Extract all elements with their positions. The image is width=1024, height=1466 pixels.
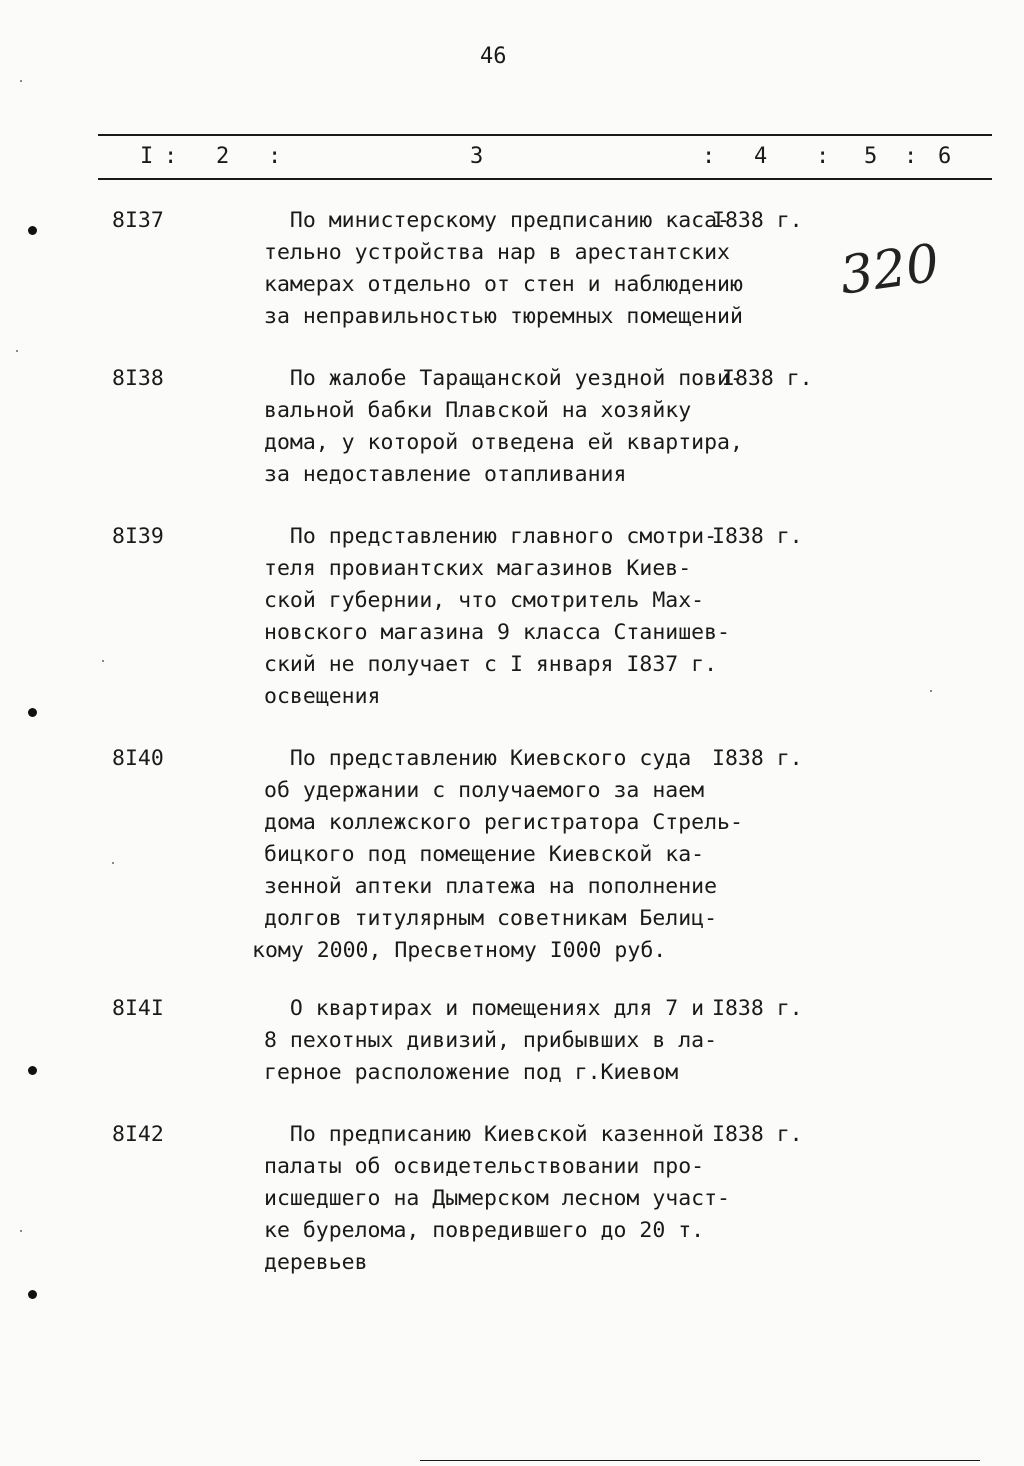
column-3-label: 3: [470, 144, 484, 169]
scan-speck: [112, 862, 114, 864]
page-number: 46: [480, 44, 507, 69]
entry-number: 8I40: [112, 746, 164, 771]
binder-hole: [28, 708, 37, 717]
scan-speck: [20, 1230, 22, 1232]
column-separator: :: [268, 144, 282, 169]
entry-line: вальной бабки Плавской на хозяйку: [264, 398, 692, 423]
entry-date: I838 г.: [712, 524, 803, 549]
entry-line: исшедшего на Дымерском лесном участ-: [264, 1186, 730, 1211]
scan-speck: [16, 350, 18, 352]
entry-line: бицкого под помещение Киевской ка-: [264, 842, 705, 867]
scan-speck: [102, 660, 104, 662]
entry-line: дома, у которой отведена ей квартира,: [264, 430, 743, 455]
scan-speck: [930, 690, 932, 692]
column-5-label: 5: [864, 144, 878, 169]
entry-line: По жалобе Таращанской уездной пови-: [264, 366, 743, 391]
entry-line: зенной аптеки платежа на пополнение: [264, 874, 718, 899]
entry-line: ке бурелома, повредившего до 20 т.: [264, 1218, 705, 1243]
entry-number: 8I4I: [112, 996, 164, 1021]
entry-date: I838 г.: [722, 366, 813, 391]
entry-line: об удержании с получаемого за наем: [264, 778, 705, 803]
header-rule-top: [98, 134, 992, 136]
binder-hole: [28, 1290, 37, 1299]
entry-number: 8I39: [112, 524, 164, 549]
entry-line: По министерскому предписанию каса-: [264, 208, 730, 233]
scan-speck: [20, 80, 22, 82]
column-separator: :: [904, 144, 918, 169]
entry-line: О квартирах и помещениях для 7 и: [264, 996, 705, 1021]
entry-line: кому 2000, Пресветному I000 руб.: [252, 938, 667, 963]
entry-number: 8I37: [112, 208, 164, 233]
column-separator: :: [164, 144, 178, 169]
entry-line: освещения: [264, 684, 381, 709]
archive-sheet-mark: 320: [836, 233, 943, 307]
entry-line: за неправильностью тюремных помещений: [264, 304, 743, 329]
entry-line: По представлению главного смотри-: [264, 524, 718, 549]
column-6-label: 6: [938, 144, 952, 169]
column-2-label: 2: [216, 144, 230, 169]
entry-line: По предписанию Киевской казенной: [264, 1122, 705, 1147]
entry-date: I838 г.: [712, 1122, 803, 1147]
column-separator: :: [816, 144, 830, 169]
column-4-label: 4: [754, 144, 768, 169]
entry-line: тельно устройства нар в арестантских: [264, 240, 730, 265]
entry-date: I838 г.: [712, 996, 803, 1021]
entry-line: По представлению Киевского суда: [264, 746, 692, 771]
header-rule-bottom: [98, 178, 992, 180]
binder-hole: [28, 1066, 37, 1075]
entry-line: деревьев: [264, 1250, 368, 1275]
entry-line: долгов титулярным советникам Белиц-: [264, 906, 718, 931]
entry-line: за недоставление отапливания: [264, 462, 627, 487]
entry-line: новского магазина 9 класса Станишев-: [264, 620, 730, 645]
entry-line: ской губернии, что смотритель Мах-: [264, 588, 705, 613]
entry-line: камерах отдельно от стен и наблюдению: [264, 272, 743, 297]
entry-line: 8 пехотных дивизий, прибывших в ла-: [264, 1028, 718, 1053]
entry-line: дома коллежского регистратора Стрель-: [264, 810, 743, 835]
binder-hole: [28, 226, 37, 235]
entry-date: I838 г.: [712, 746, 803, 771]
entry-line: ский не получает с I января I837 г.: [264, 652, 718, 677]
entry-number: 8I42: [112, 1122, 164, 1147]
entry-date: I838 г.: [712, 208, 803, 233]
entry-line: герное расположение под г.Киевом: [264, 1060, 679, 1085]
column-header: [98, 144, 992, 172]
entry-line: теля провиантских магазинов Киев-: [264, 556, 692, 581]
footer-rule: [420, 1460, 980, 1461]
column-separator: :: [702, 144, 716, 169]
column-1-label: I: [140, 144, 154, 169]
entry-line: палаты об освидетельствовании про-: [264, 1154, 705, 1179]
entry-number: 8I38: [112, 366, 164, 391]
